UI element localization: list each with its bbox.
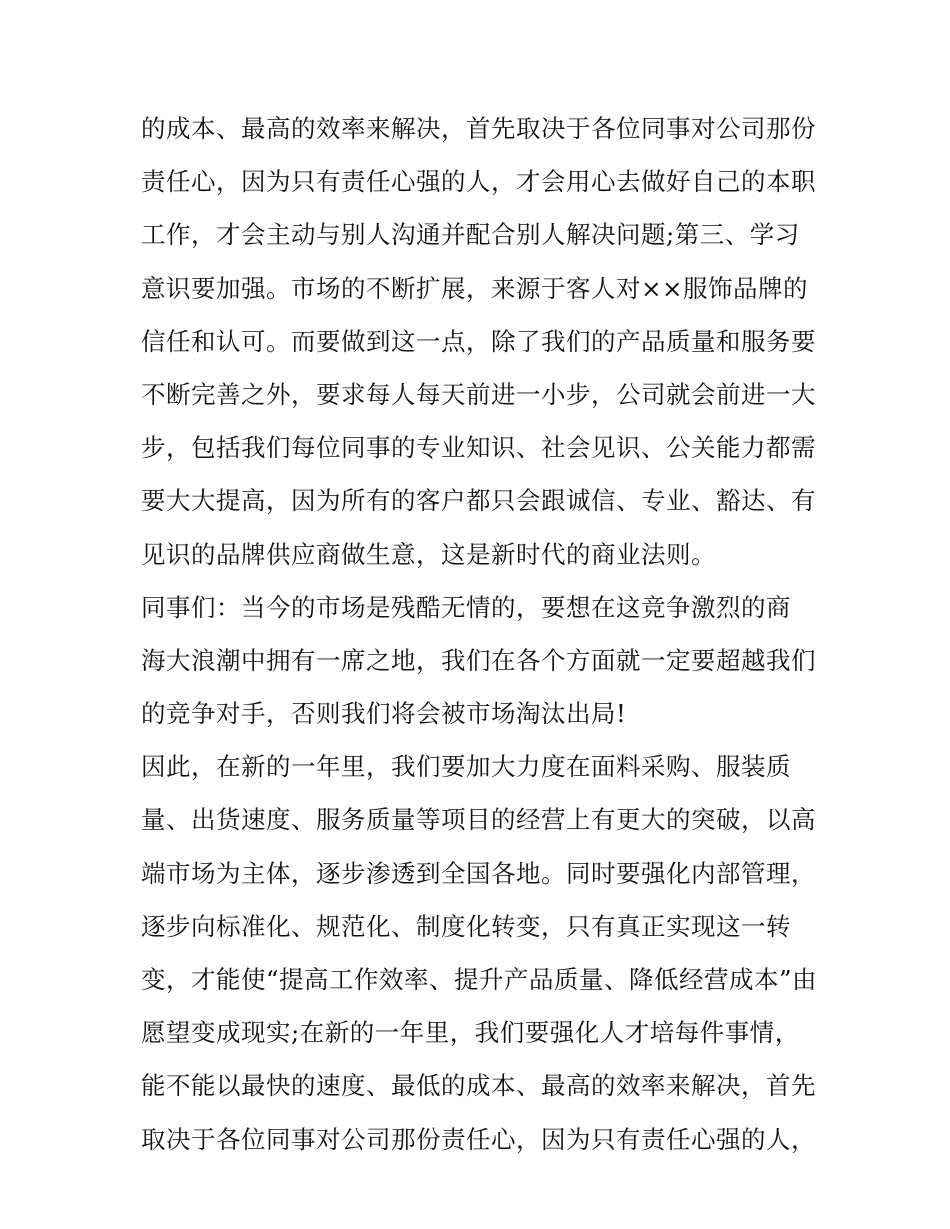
text-line: 的竞争对手，否则我们将会被市场淘汰出局! bbox=[141, 699, 627, 729]
text-line: 海大浪潮中拥有一席之地，我们在各个方面就一定要超越我们 bbox=[141, 645, 816, 675]
text-line: 责任心，因为只有责任心强的人，才会用心去做好自己的本职 bbox=[141, 167, 816, 197]
text-line: 变，才能使“提高工作效率、提升产品质量、降低经营成本”由 bbox=[141, 965, 818, 994]
text-line: 端市场为主体，逐步渗透到全国各地。同时要强化内部管理， bbox=[141, 858, 816, 888]
text-line: 要大大提高，因为所有的客户都只会跟诚信、专业、豁达、有 bbox=[141, 486, 816, 516]
text-line: 同事们：当今的市场是残酷无情的，要想在这竞争激烈的商 bbox=[141, 592, 791, 622]
text-line: 步，包括我们每位同事的专业知识、社会见识、公关能力都需 bbox=[141, 433, 816, 463]
text-line: 的成本、最高的效率来解决，首先取决于各位同事对公司那份 bbox=[141, 114, 816, 143]
text-line: 量、出货速度、服务质量等项目的经营上有更大的突破，以高 bbox=[141, 805, 816, 835]
document-body bbox=[141, 102, 821, 1166]
text-line: 愿望变成现实;在新的一年里，我们要强化人才培每件事情， bbox=[141, 1018, 800, 1048]
text-line: 能不能以最快的速度、最低的成本、最高的效率来解决，首先 bbox=[141, 1071, 816, 1101]
text-line: 工作，才会主动与别人沟通并配合别人解决问题;第三、学习 bbox=[141, 220, 800, 250]
text-line: 取决于各位同事对公司那份责任心，因为只有责任心强的人， bbox=[141, 1124, 816, 1154]
text-line: 因此，在新的一年里，我们要加大力度在面料采购、服装质 bbox=[141, 752, 791, 782]
text-line: 逐步向标准化、规范化、制度化转变，只有真正实现这一转 bbox=[141, 911, 791, 941]
text-line: 见识的品牌供应商做生意，这是新时代的商业法则。 bbox=[141, 539, 716, 569]
text-line: 意识要加强。市场的不断扩展，来源于客人对××服饰品牌的 bbox=[141, 273, 809, 303]
text-line: 不断完善之外，要求每人每天前进一小步，公司就会前进一大 bbox=[141, 379, 816, 409]
text-line: 信任和认可。而要做到这一点，除了我们的产品质量和服务要 bbox=[141, 326, 816, 356]
